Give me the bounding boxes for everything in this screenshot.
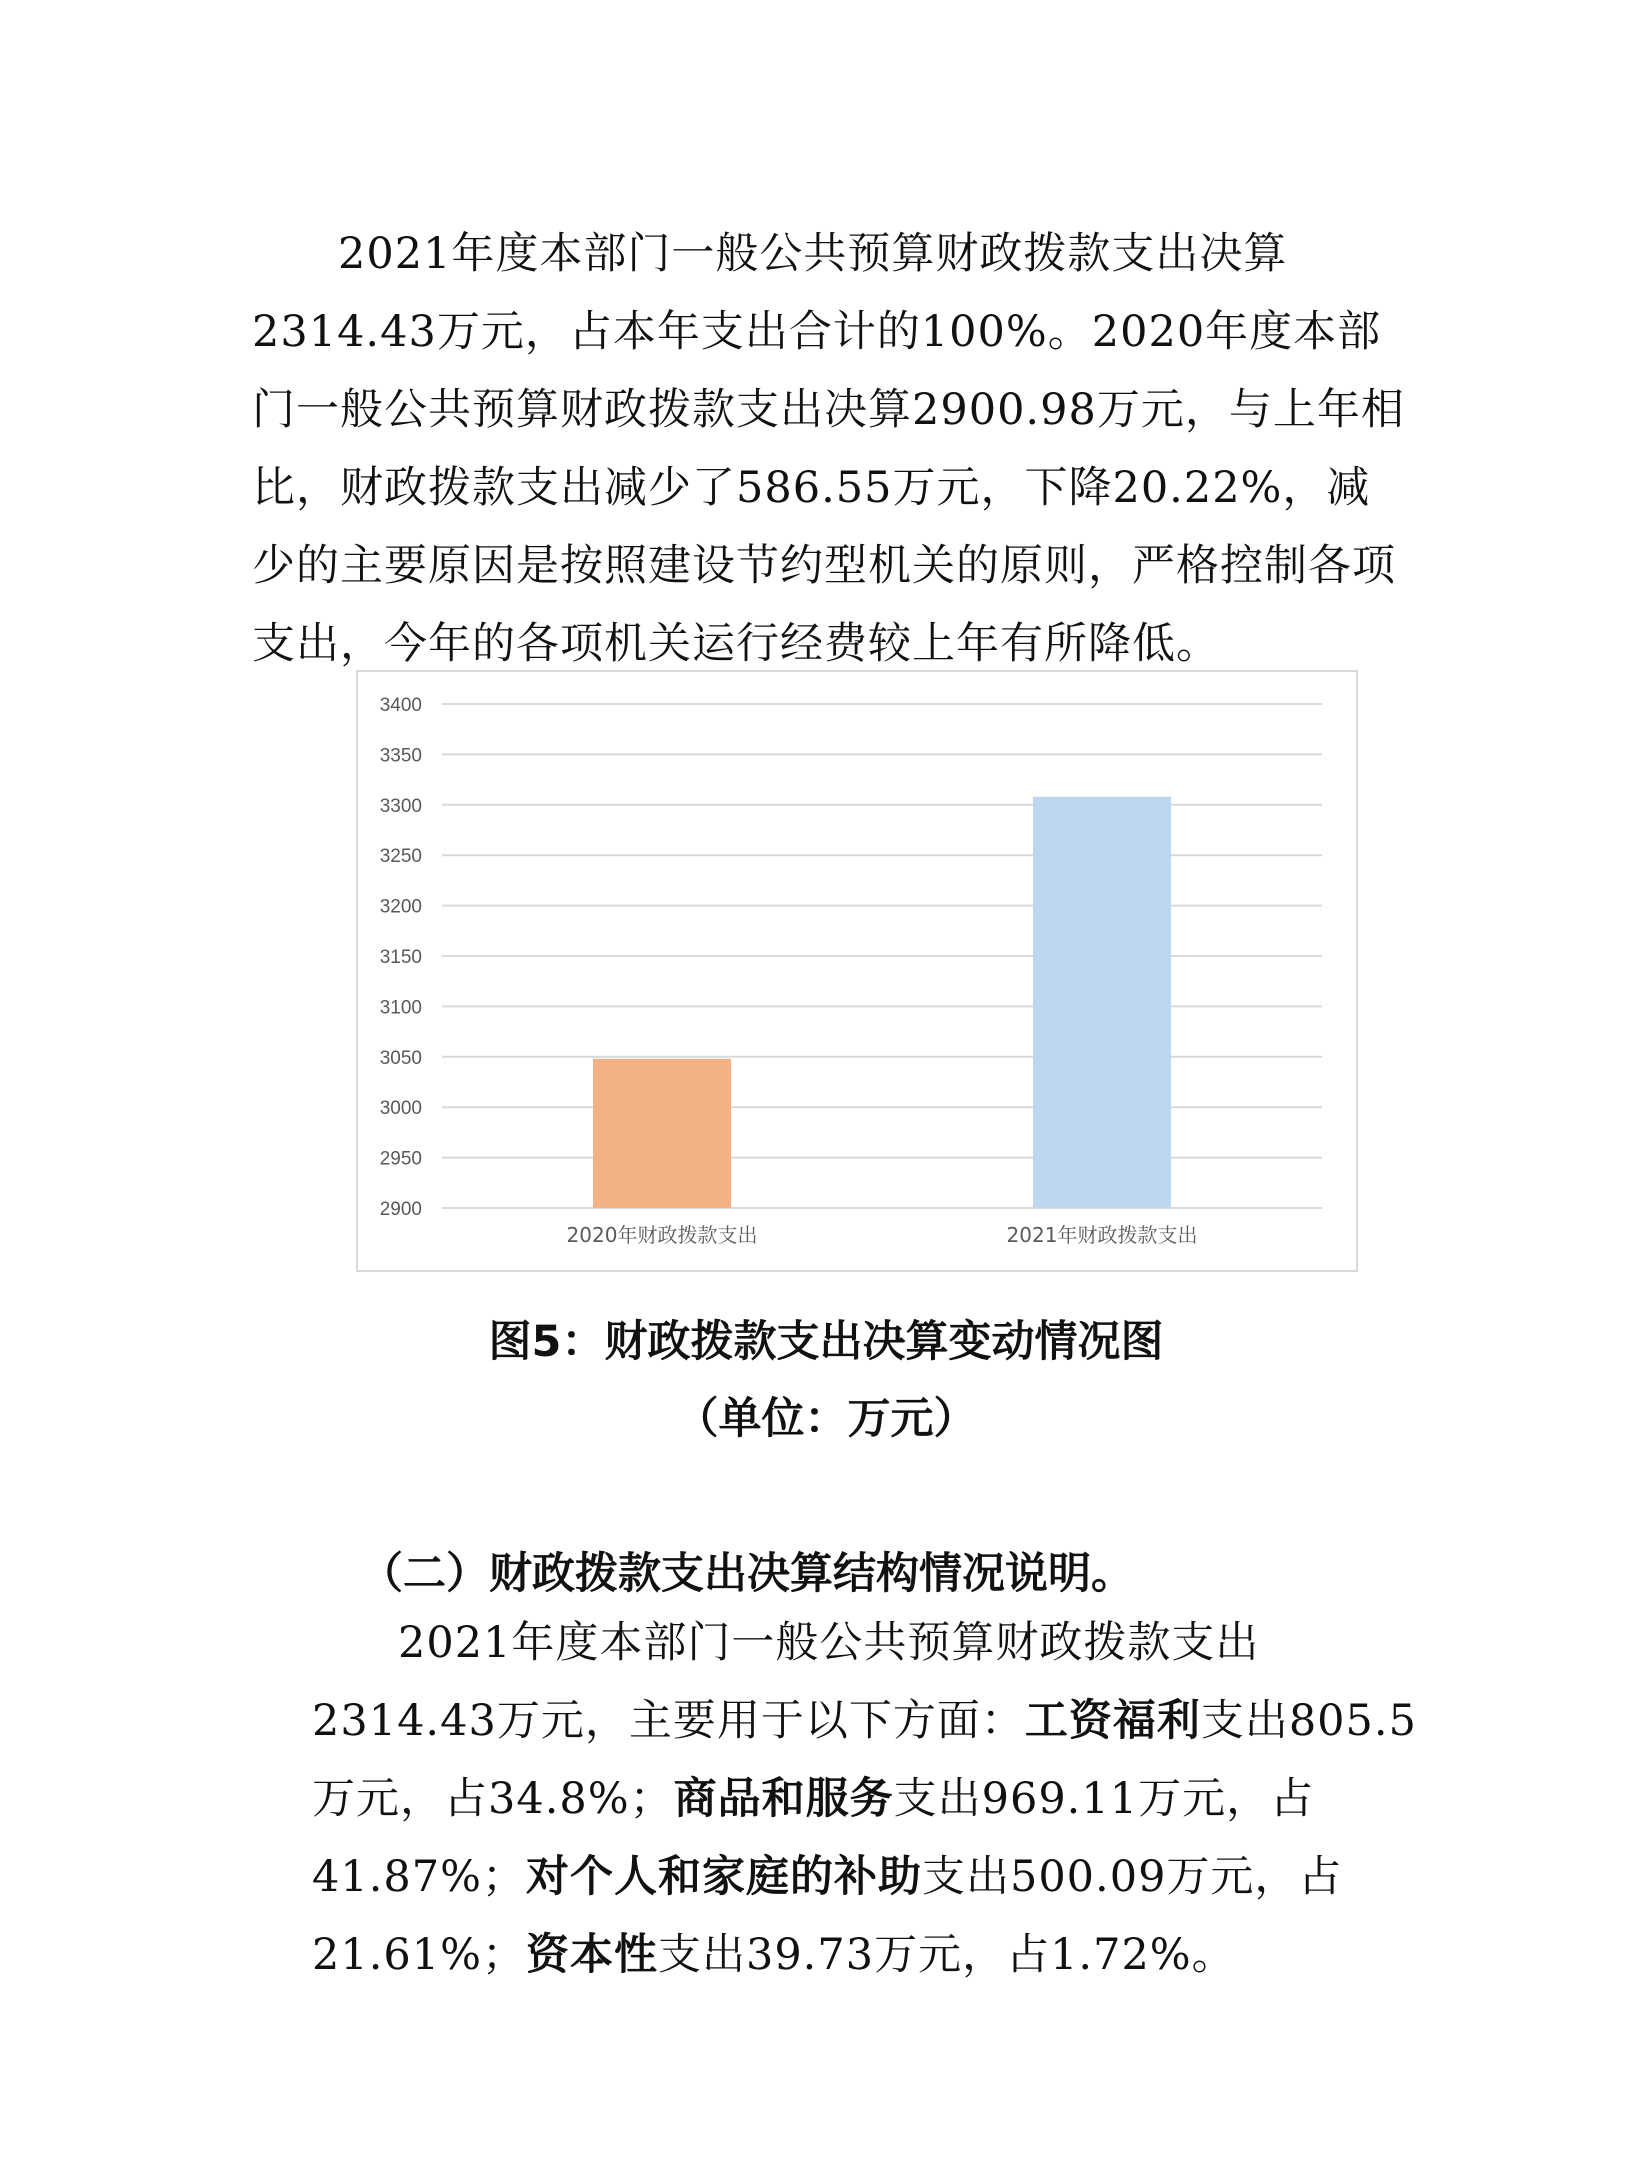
- x-category-label: 2020年财政拨款支出: [566, 1223, 758, 1247]
- y-tick-label: 3350: [379, 745, 422, 767]
- p2-text-3: 支出969.11万元，占41.87%；: [312, 1774, 1315, 1902]
- y-tick-label: 3400: [379, 695, 422, 716]
- p2-text-2: 支出805.5万元，占34.8%；: [312, 1696, 1417, 1824]
- paragraph-1: [252, 215, 1412, 683]
- y-tick-label: 3300: [379, 795, 422, 817]
- y-tick-label: 3050: [379, 1047, 422, 1069]
- y-tick-label: 2950: [379, 1148, 422, 1170]
- p2-bold-capital: 资本性: [525, 1930, 658, 1980]
- p2-bold-subsidy: 对个人和家庭的补助: [525, 1852, 922, 1902]
- p2-text-1: 2021年度本部门一般公共预算财政拨款支出2314.43万元，主要用于以下方面：: [312, 1618, 1260, 1746]
- bar-chart-svg: [358, 672, 1356, 1270]
- figure-caption: 图5：财政拨款支出决算变动情况图: [488, 1317, 1164, 1367]
- paragraph-2: [312, 1604, 1422, 1994]
- y-tick-label: 3000: [379, 1098, 422, 1120]
- bar-chart: [356, 670, 1358, 1272]
- p2-text-5: 支出39.73万元，占1.72%。: [657, 1930, 1236, 1980]
- x-category-label: 2021年财政拨款支出: [1006, 1223, 1198, 1247]
- y-tick-label: 3250: [379, 846, 422, 868]
- y-tick-label: 2900: [379, 1199, 422, 1220]
- paragraph-1-text: 2021年度本部门一般公共预算财政拨款支出决算2314.43万元，占本年支出合计的100%。2020年度本部门一般公共预算财政拨款支出决算2900.98万元，与上年相比，财政拨款支出减少了586.55万元，下降20.22%，减少的主要原因是按照建设节约型机关的原则，严格控制各项支出，今年的各项机关运行经费较上年有所降低。: [252, 229, 1405, 669]
- y-tick-label: 3150: [379, 947, 422, 968]
- section-heading: （二）财政拨款支出决算结构情况说明。: [360, 1549, 1134, 1599]
- p2-bold-goods: 商品和服务: [673, 1774, 894, 1824]
- p2-bold-salary: 工资福利: [1024, 1696, 1201, 1746]
- p2-text-4: 支出500.09万元，占21.61%；: [312, 1852, 1343, 1980]
- figure-unit: （单位：万元）: [675, 1394, 977, 1444]
- bar-2: [1033, 797, 1171, 1208]
- y-tick-label: 3100: [379, 997, 422, 1019]
- y-tick-label: 3200: [379, 896, 422, 918]
- bar-1: [593, 1059, 731, 1208]
